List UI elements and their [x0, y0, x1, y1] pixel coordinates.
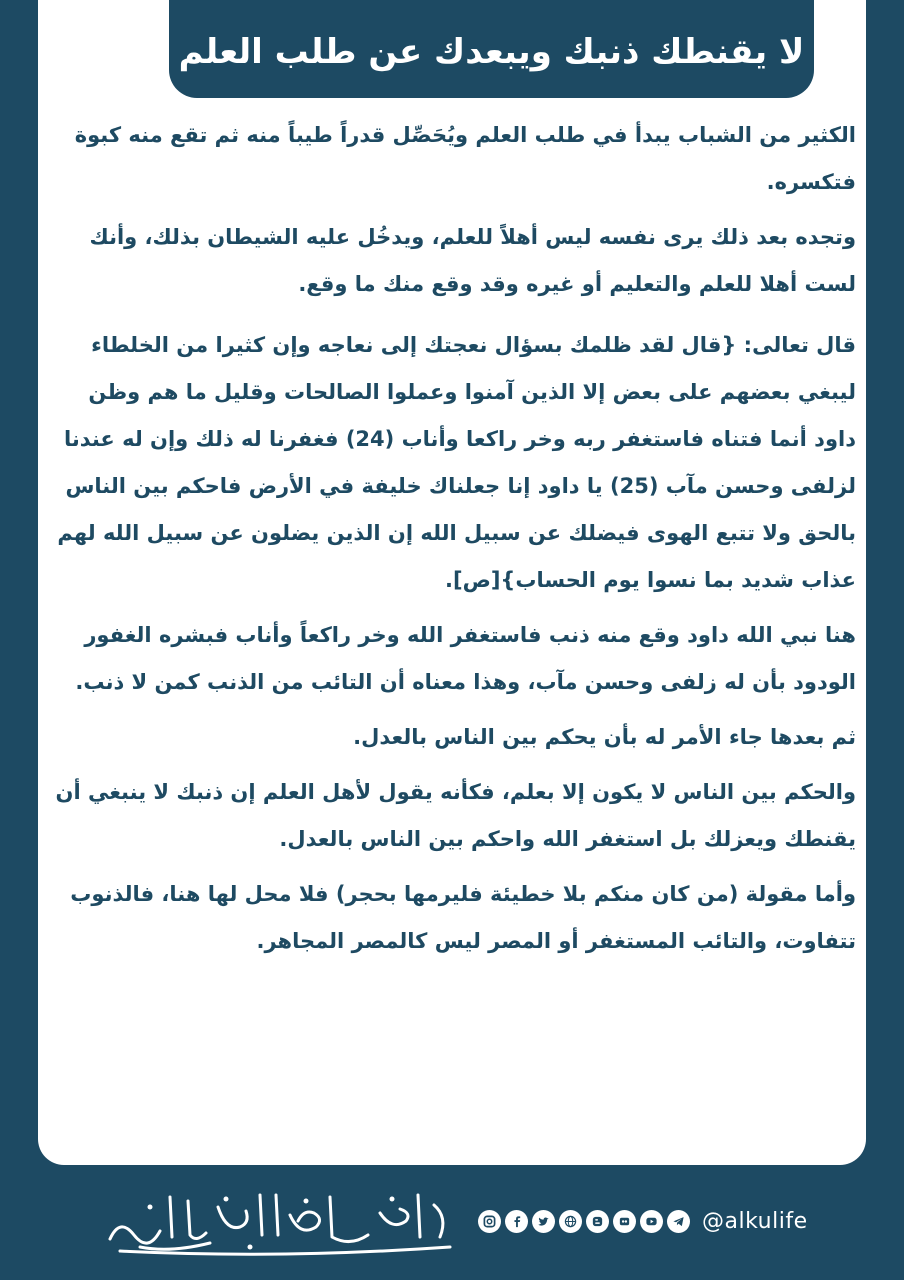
paragraph-4: هنا نبي الله داود وقع منه ذنب فاستغفر الله وخر راكعاً وأناب فبشره الغفور الودود بأن له زلفى وحسن مآب، وهذا معناه أن التائب من الذنب كمن لا ذنب.	[75, 623, 856, 694]
calligraphy-signature	[100, 1187, 460, 1259]
paragraph-3-quran-quote: قال تعالى: {قال لقد ظلمك بسؤال نعجتك إلى نعاجه وإن كثيرا من الخلطاء ليبغي بعضهم على بعض إلا الذين آمنوا وعملوا الصالحات وقليل ما هم وظن داود أنما فتناه فاستغفر ربه وخر راكعا وأناب (24) فغفرنا له ذلك وإن له عندنا لزلفى وحسن مآب (25) يا داود إنا جعلناك خليفة في الأرض فاحكم بين الناس بالحق ولا تتبع الهوى فيضلك عن سبيل الله إن الذين يضلون عن سبيل الله لهم عذاب شديد بما نسوا يوم الحساب}[ص].	[57, 333, 856, 592]
paragraph-1: الكثير من الشباب يبدأ في طلب العلم ويُحَصِّل قدراً طيباً منه ثم تقع منه كبوة فتكسره.	[74, 123, 856, 194]
paragraph-7: وأما مقولة (من كان منكم بلا خطيئة فليرمها بحجر) فلا محل لها هنا، فالذنوب تتفاوت، والتائب المستغفر أو المصر ليس كالمصر المجاهر.	[70, 882, 856, 953]
facebook-icon[interactable]	[505, 1210, 528, 1233]
instagram-icon[interactable]	[478, 1210, 501, 1233]
website-icon[interactable]	[559, 1210, 582, 1233]
paragraph-2: وتجده بعد ذلك يرى نفسه ليس أهلاً للعلم، ويدخُل عليه الشيطان بذلك، وأنك لست أهلا للعلم والتعليم أو غيره وقد وقع منك ما وقع.	[89, 225, 856, 296]
title-banner	[169, 0, 814, 98]
soundcloud-icon[interactable]	[613, 1210, 636, 1233]
twitter-icon[interactable]	[532, 1210, 555, 1233]
social-links	[478, 1205, 808, 1237]
article-body	[44, 112, 856, 973]
telegram-icon[interactable]	[667, 1210, 690, 1233]
social-handle[interactable]: @alkulife	[702, 1208, 808, 1234]
footer	[0, 1165, 904, 1280]
paragraph-5: ثم بعدها جاء الأمر له بأن يحكم بين الناس بالعدل.	[353, 725, 856, 749]
paragraph-6: والحكم بين الناس لا يكون إلا بعلم، فكأنه يقول لأهل العلم إن ذنبك لا ينبغي أن يقنطك ويعزلك بل استغفر الله واحكم بين الناس بالعدل.	[55, 780, 856, 851]
blogger-icon[interactable]	[586, 1210, 609, 1233]
youtube-icon[interactable]	[640, 1210, 663, 1233]
page-title: لا يقنطك ذنبك ويبعدك عن طلب العلم	[178, 32, 805, 72]
